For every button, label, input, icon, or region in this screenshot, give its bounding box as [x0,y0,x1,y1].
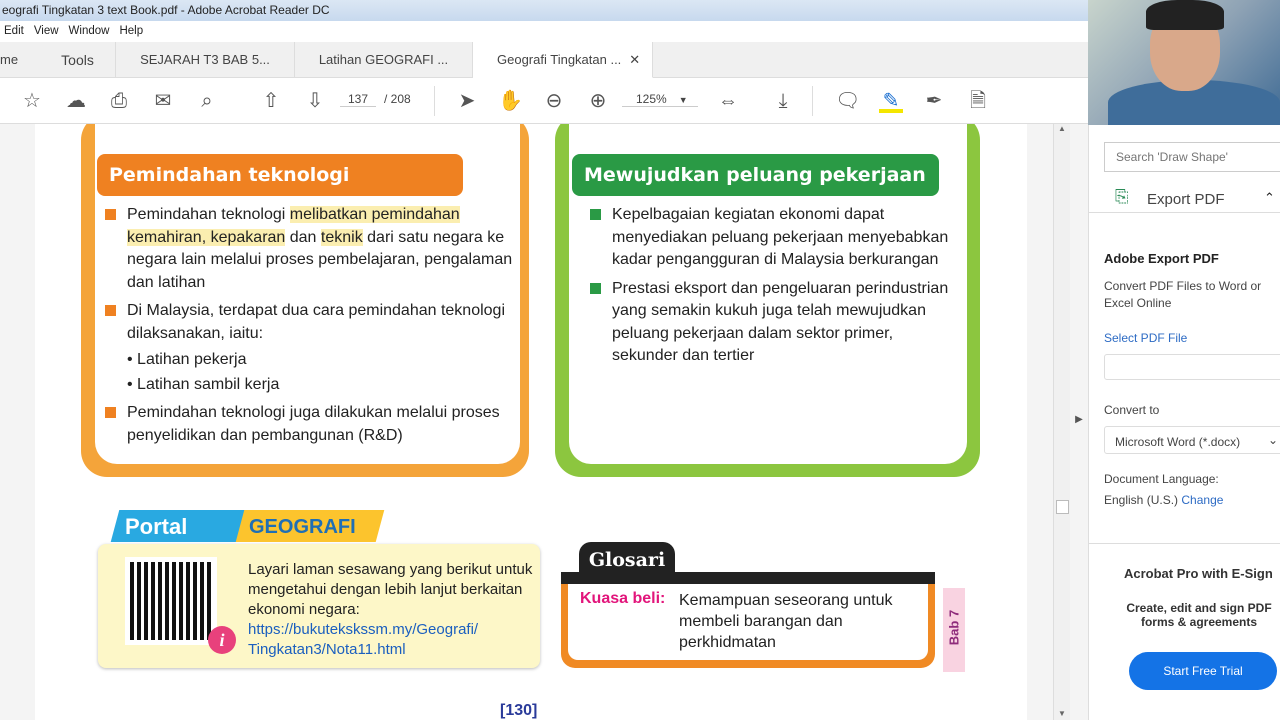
glosari-box [561,572,935,668]
info-icon: i [208,626,236,654]
menu-window[interactable]: Window [68,25,110,37]
qr-code [130,562,212,640]
bullet-item: Prestasi eksport dan pengeluaran perindustrian yang semakin kukuh juga telah mewujudkan peluang pekerjaan dalam sektor primer, sekunder dan tertier [590,278,950,368]
glossary-term: Kuasa beli: [580,590,666,607]
portal-box [98,544,540,668]
next-page-icon[interactable]: ⇩ [306,90,324,112]
change-language-link[interactable]: Change [1181,493,1224,507]
previous-page-icon[interactable]: ⇧ [262,90,280,112]
right-panel [1088,125,1280,720]
toolbar [0,78,1088,124]
promo-description: Create, edit and sign PDF forms & agreements [1126,601,1272,629]
portal-link[interactable]: https://bukutekskssm.my/Geografi/ Tingkatan3/Nota11.html [248,621,479,658]
edit-document-icon[interactable]: 🗎 [969,90,987,112]
bullet-item: Pemindahan teknologi juga dilakukan melalui proses penyelidikan dan pembangunan (R&D) [105,402,515,447]
close-tab-icon[interactable]: ✕ [629,52,641,67]
menu-help[interactable]: Help [119,25,144,37]
zoom-select[interactable] [622,92,698,107]
select-pdf-file-link[interactable]: Select PDF File [1104,331,1188,345]
divider [812,86,813,116]
sign-pen-icon[interactable]: ✒ [925,90,943,112]
chevron-down-icon: ▼ [678,95,688,105]
chevron-right-icon: ▶ [1075,414,1083,425]
chevron-up-icon[interactable]: ⌃ [1264,190,1275,205]
format-value: Microsoft Word (*.docx) [1115,435,1241,449]
bullet-item: Di Malaysia, terdapat dua cara pemindahan teknologi dilaksanakan, iaitu: [105,300,515,345]
bullet-item: Pemindahan teknologi melibatkan pemindahan kemahiran, kepakaran dan teknik dari satu negara ke negara lain melalui proses pembelajaran, pengalaman dan latihan [105,204,515,294]
tab-tools[interactable]: Tools [40,42,116,78]
hand-tool-icon[interactable]: ✋ [498,90,523,112]
divider [434,86,435,116]
portal-text: Layari laman sesawang yang berikut untuk mengetahui dengan lebih lanjut berkaitan ekonomi negara: [248,561,533,618]
search-icon[interactable]: ⌕ [201,90,213,112]
page-fit-icon[interactable]: ⇔ [718,90,738,112]
tab-bar [0,42,1088,78]
promo-title: Acrobat Pro with E-Sign [1124,566,1273,581]
chevron-down-icon: ⌄ [1268,433,1279,447]
language-value: English (U.S.) [1104,493,1179,507]
zoom-out-icon[interactable]: ⊖ [545,90,563,112]
format-select[interactable] [1104,426,1280,454]
sub-item: • Latihan sambil kerja [127,375,280,393]
email-icon[interactable]: ✉ [154,90,172,112]
tab-sejarah[interactable]: SEJARAH T3 BAB 5... [116,42,295,78]
tool-search-input[interactable] [1104,142,1280,172]
portal-label: Portal [125,514,188,539]
zoom-value: 125% [636,92,667,106]
glossary-definition: Kemampuan seseorang untuk membeli barangan dan perkhidmatan [679,592,893,651]
portal-geografi-label: GEOGRAFI [249,516,356,538]
select-cursor-icon[interactable]: ➤ [458,90,476,112]
chapter-label: Bab 7 [946,609,962,646]
tab-geografi[interactable] [473,42,653,78]
file-input[interactable] [1104,354,1280,380]
language-label: Document Language: [1104,472,1219,486]
export-pdf-label: Export PDF [1147,191,1225,208]
tab-label: Geografi Tingkatan ... [497,52,622,67]
tab-home[interactable]: me [0,52,19,67]
tab-latihan[interactable]: Latihan GEOGRAFI ... [295,42,473,78]
bullet-item: Kepelbagaian kegiatan ekonomi dapat menyediakan peluang pekerjaan menyebabkan kadar pengangguran di Malaysia berkurangan [590,204,950,272]
window-title: eografi Tingkatan 3 text Book.pdf - Adobe Acrobat Reader DC [0,0,1088,21]
menu-view[interactable]: View [33,25,59,37]
divider [1089,543,1280,544]
collapse-panel-button[interactable] [1070,124,1088,720]
export-pdf-header[interactable] [1089,187,1280,213]
box2-content [590,204,950,368]
page-number: [130] [500,702,538,719]
convert-to-label: Convert to [1104,403,1160,417]
comment-icon[interactable]: 🗨 [835,90,861,112]
pdf-page [35,124,1027,720]
portal-text-block [248,560,536,660]
print-icon[interactable]: ⎙ [111,90,127,112]
chapter-tab [943,588,965,672]
box1-title: Pemindahan teknologi [97,154,463,196]
box1-content [105,204,515,447]
export-pdf-icon: ⎘ [1115,187,1129,206]
document-view [0,124,1053,720]
scroll-mode-icon[interactable]: ⤓ [778,90,788,112]
menu-bar [0,21,1088,42]
vertical-scrollbar[interactable]: ▲ ▼ [1053,124,1070,720]
panel-heading: Adobe Export PDF [1104,251,1219,266]
page-total: / 208 [384,92,411,106]
panel-description: Convert PDF Files to Word or Excel Online [1104,279,1262,310]
webcam-overlay [1088,0,1280,125]
box2-title: Mewujudkan peluang pekerjaan [572,154,939,196]
page-number-input[interactable]: 137 [340,92,376,107]
glosari-title: Glosari [579,542,675,578]
highlighter-icon[interactable]: ✎ [879,89,903,113]
menu-edit[interactable]: Edit [4,25,24,37]
sub-item: • Latihan pekerja [127,351,247,368]
zoom-in-icon[interactable]: ⊕ [589,90,607,112]
scrollbar-thumb[interactable] [1056,500,1069,514]
cloud-upload-icon[interactable]: ☁ [66,90,86,112]
bookmark-star-icon[interactable]: ☆ [23,90,41,112]
start-free-trial-button[interactable]: Start Free Trial [1129,652,1277,690]
